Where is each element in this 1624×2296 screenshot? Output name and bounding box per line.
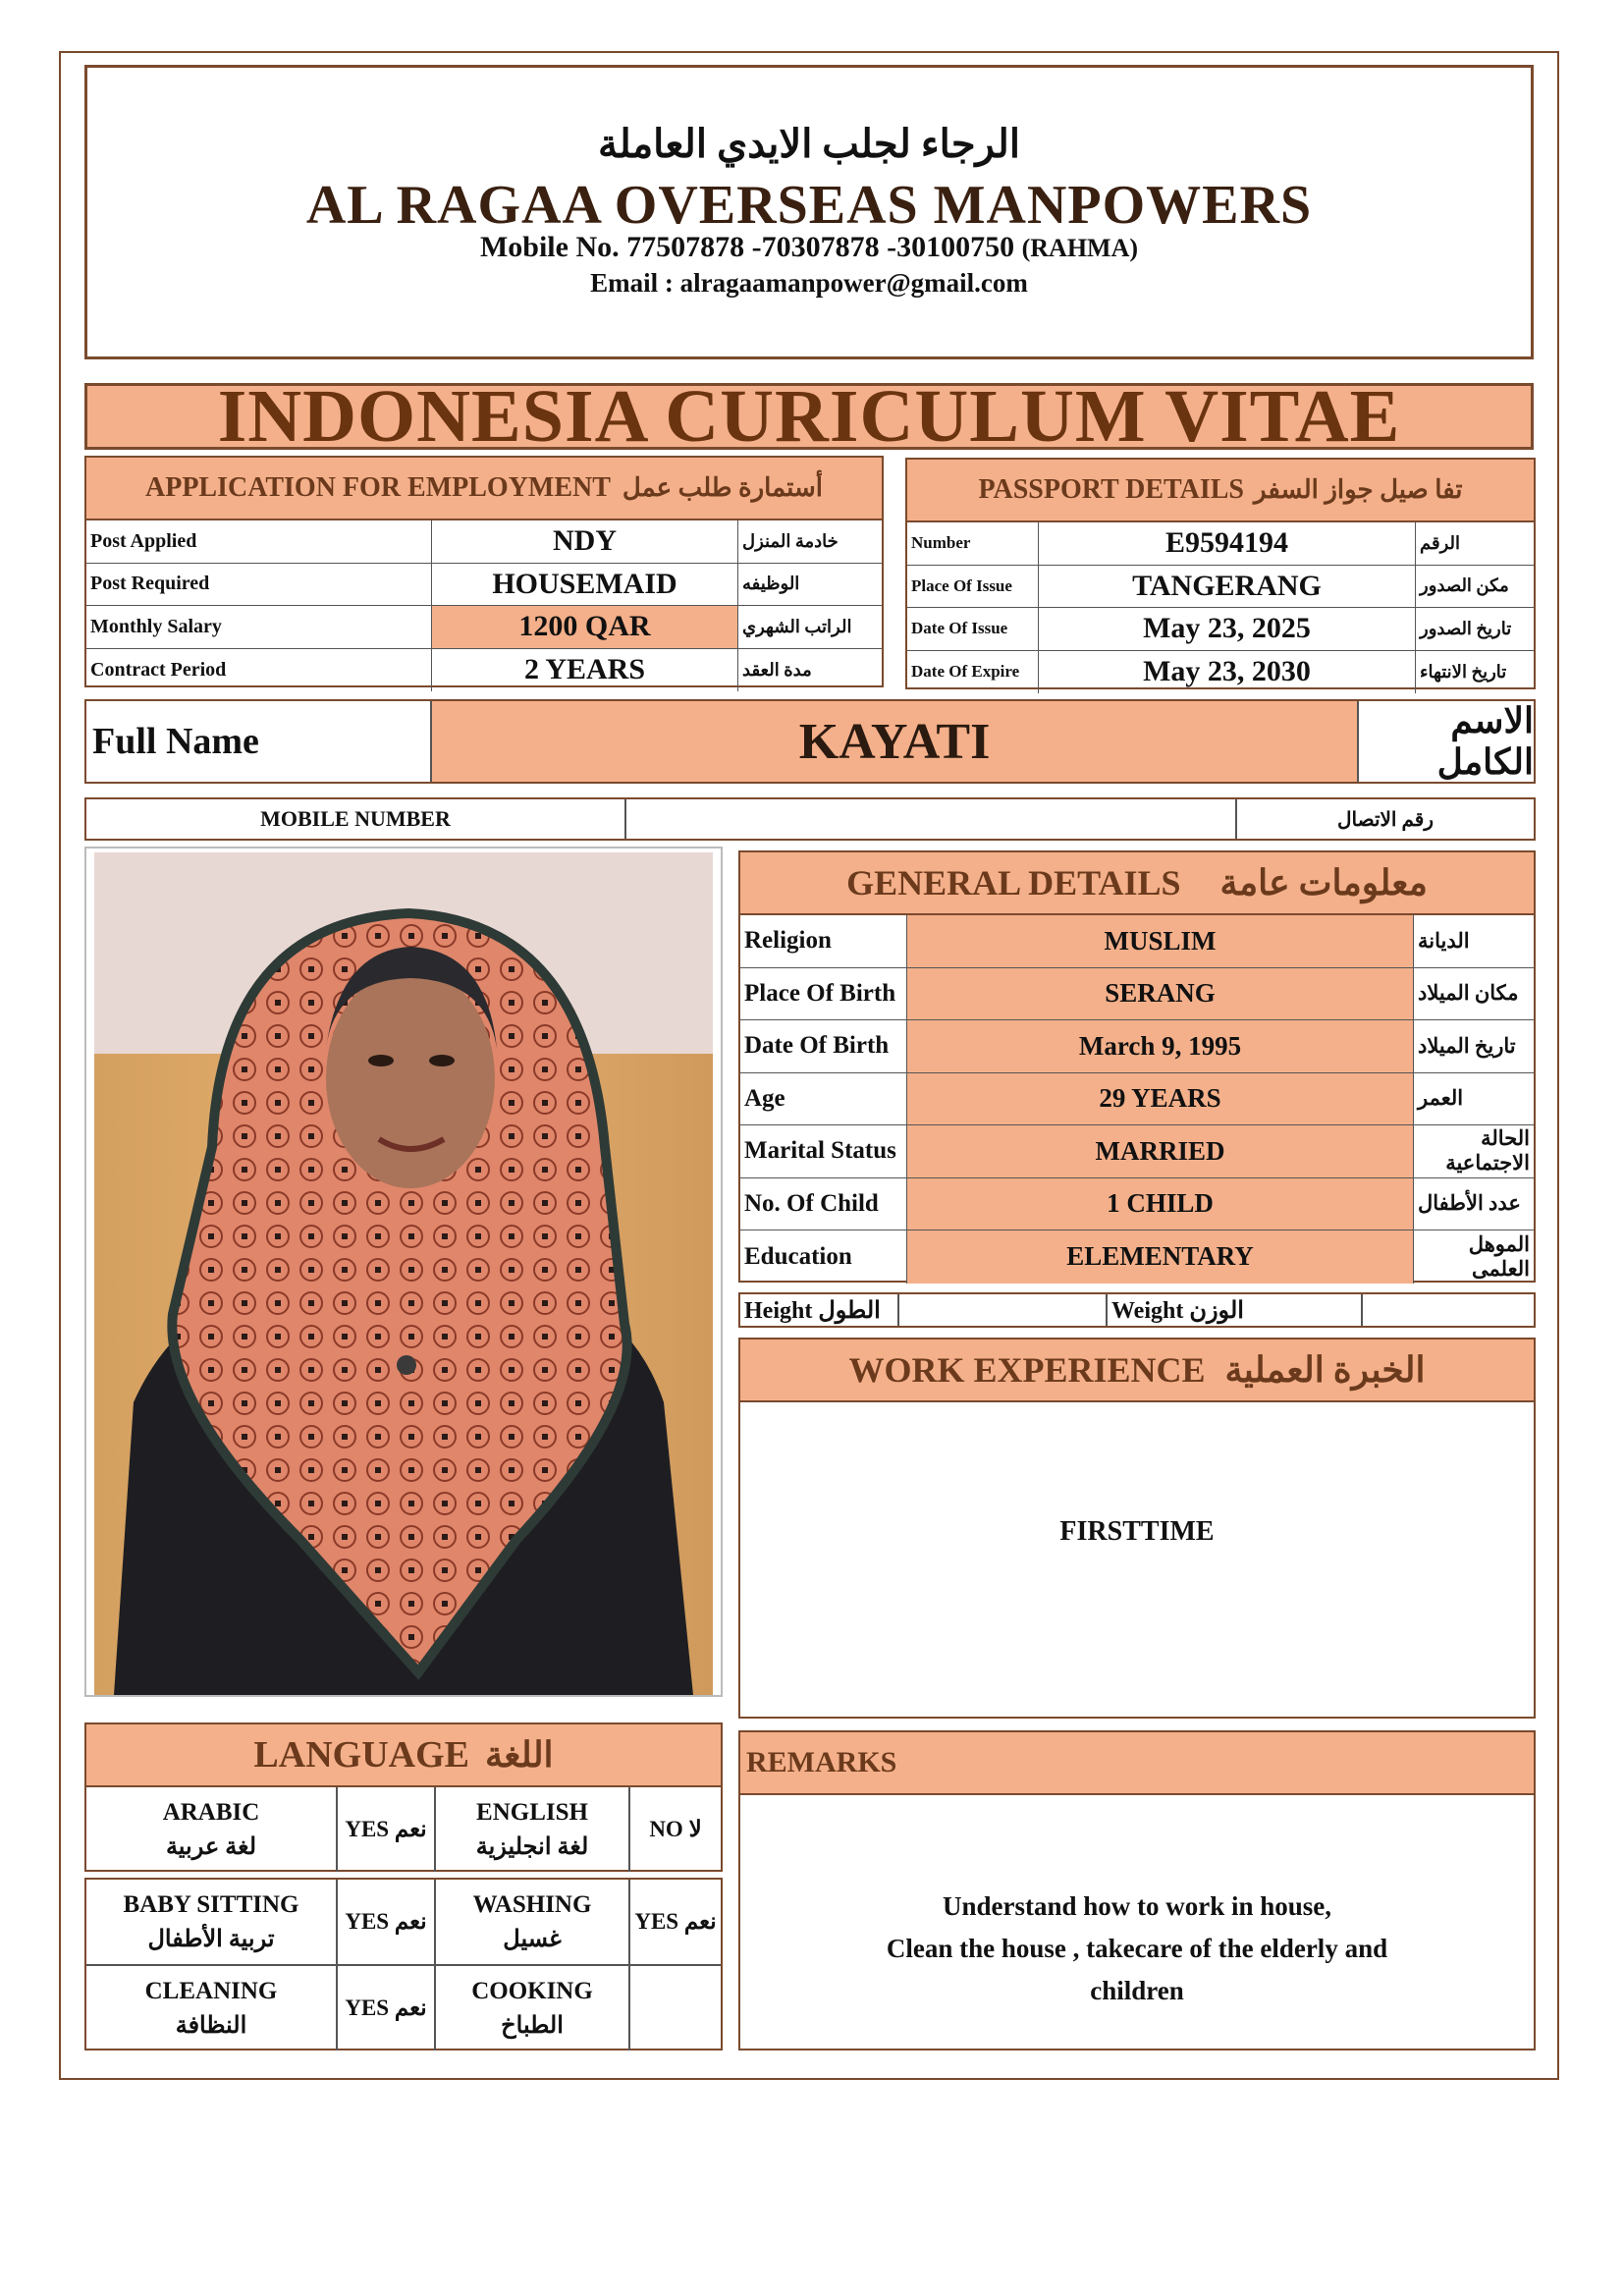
row-label: Age — [740, 1073, 907, 1125]
mobile-number-row — [84, 797, 1536, 841]
skill-washing-cell — [436, 1880, 630, 1964]
application-heading-en: APPLICATION FOR EMPLOYMENT — [145, 472, 611, 503]
work-heading-en: WORK EXPERIENCE — [848, 1350, 1206, 1390]
company-mobile-suffix: (RAHMA) — [1021, 234, 1139, 262]
skill-cooking-ar: الطباخ — [501, 2012, 564, 2039]
row-label: Religion — [740, 915, 907, 967]
row-label: Place Of Birth — [740, 968, 907, 1020]
skill-cooking-value — [630, 1966, 721, 2050]
mobile-number-label: MOBILE NUMBER — [86, 799, 626, 839]
skill-cleaning-value: YES نعم — [338, 1966, 436, 2050]
skill-cooking-cell — [436, 1966, 630, 2050]
height-label: Height الطول — [740, 1294, 899, 1326]
cv-title: INDONESIA CURICULUM VITAE — [217, 375, 1401, 458]
applicant-photo — [94, 852, 713, 1695]
language-arabic-cell — [86, 1787, 338, 1872]
table-row — [907, 566, 1534, 609]
table-row — [740, 1020, 1534, 1073]
table-row — [86, 564, 882, 607]
row-label-ar: تاريخ الصدور — [1420, 618, 1512, 638]
work-heading-ar: الخبرة العملية — [1224, 1350, 1426, 1390]
row-label-ar: مدة العقد — [742, 659, 812, 680]
remarks-heading — [740, 1732, 1534, 1795]
passport-section — [905, 458, 1536, 689]
height-value — [899, 1294, 1108, 1326]
language-heading-ar: اللغة — [485, 1735, 554, 1775]
full-name-value-cell — [432, 701, 1359, 782]
mobile-number-label-ar: رقم الاتصال — [1336, 808, 1435, 831]
row-value: May 23, 2025 — [1039, 608, 1416, 650]
row-value: MUSLIM — [907, 915, 1414, 967]
row-label: No. Of Child — [740, 1178, 907, 1230]
row-value: MARRIED — [907, 1125, 1414, 1177]
general-section — [738, 850, 1536, 1283]
table-row — [907, 651, 1534, 694]
weight-value — [1363, 1294, 1534, 1326]
language-heading-en: LANGUAGE — [253, 1734, 469, 1776]
row-value: SERANG — [907, 968, 1414, 1020]
row-label: Place Of Issue — [907, 566, 1039, 608]
row-label-ar: الموهل العلمى — [1468, 1231, 1530, 1281]
row-value: E9594194 — [1039, 522, 1416, 565]
skill-cleaning-cell — [86, 1966, 338, 2050]
skill-washing-ar: غسيل — [503, 1926, 562, 1952]
row-label: Marital Status — [740, 1125, 907, 1177]
row-label: Date Of Birth — [740, 1020, 907, 1072]
table-row — [740, 915, 1534, 968]
passport-heading-ar: تفا صيل جواز السفر — [1254, 475, 1463, 504]
table-row — [740, 1230, 1534, 1284]
skills-section — [84, 1878, 723, 2050]
language-english-ar: لغة انجليزية — [475, 1833, 589, 1860]
skill-baby-sitting-value: YES نعم — [338, 1880, 436, 1964]
row-value: 1 CHILD — [907, 1178, 1414, 1230]
row-label-ar: الديانة — [1418, 928, 1470, 953]
language-english-cell — [436, 1787, 630, 1872]
row-value: 29 YEARS — [907, 1073, 1414, 1125]
language-heading — [86, 1724, 721, 1787]
work-experience-section — [738, 1338, 1536, 1719]
passport-heading — [907, 460, 1534, 522]
row-label-ar: الوظيفه — [742, 574, 800, 594]
skill-cleaning-ar: النظافة — [175, 2012, 247, 2039]
row-label: Date Of Expire — [907, 651, 1039, 694]
row-label-ar: الرقم — [1420, 532, 1461, 553]
row-label: Monthly Salary — [86, 606, 432, 648]
skill-cooking-en: COOKING — [471, 1977, 593, 2004]
remarks-line-1: Understand how to work in house, — [942, 1891, 1332, 1921]
remarks-heading-text: REMARKS — [746, 1746, 897, 1778]
mobile-number-value — [626, 799, 1237, 839]
skill-baby-sitting-ar: تربية الأطفال — [147, 1926, 275, 1952]
work-heading — [740, 1339, 1534, 1402]
work-experience-value: FIRSTTIME — [1059, 1516, 1215, 1547]
company-name: AL RAGAA OVERSEAS MANPOWERS — [305, 175, 1313, 236]
remarks-line-2: Clean the house , takecare of the elderly and — [886, 1934, 1388, 1963]
table-row — [907, 608, 1534, 651]
table-row — [86, 649, 882, 692]
row-label-ar: خادمة المنزل — [742, 530, 839, 551]
row-value: TANGERANG — [1039, 566, 1416, 608]
table-row — [740, 968, 1534, 1021]
language-arabic-ar: لغة عربية — [165, 1833, 257, 1860]
row-label-ar: الحالة الاجتماعية — [1445, 1126, 1530, 1175]
row-label-ar: العمر — [1418, 1086, 1464, 1111]
row-label: Education — [740, 1230, 907, 1284]
row-label: Number — [907, 522, 1039, 565]
remarks-line-3: children — [1090, 1976, 1184, 2005]
language-arabic-value: YES نعم — [338, 1787, 436, 1872]
row-label: Post Applied — [86, 520, 432, 563]
company-email: Email : alragaamanpower@gmail.com — [590, 268, 1028, 298]
row-label-ar: الراتب الشهري — [742, 616, 852, 636]
row-label-ar: عدد الأطفال — [1418, 1191, 1521, 1216]
table-row — [86, 520, 882, 564]
full-name-value: KAYATI — [798, 713, 991, 770]
row-value: 2 YEARS — [432, 649, 738, 692]
row-value: May 23, 2030 — [1039, 651, 1416, 694]
company-arabic-name: الرجاء لجلب الايدي العاملة — [598, 122, 1020, 166]
height-weight-row — [738, 1292, 1536, 1328]
language-english-value: NO لا — [649, 1817, 702, 1841]
full-name-label: Full Name — [86, 701, 432, 782]
general-heading — [740, 852, 1534, 915]
row-value: ELEMENTARY — [907, 1230, 1414, 1284]
table-row — [740, 1073, 1534, 1126]
skill-baby-sitting-cell — [86, 1880, 338, 1964]
table-row — [740, 1125, 1534, 1178]
row-label-ar: مكان الميلاد — [1418, 981, 1519, 1006]
table-row — [86, 606, 882, 649]
general-heading-ar: معلومات عامة — [1219, 863, 1428, 902]
row-value: 1200 QAR — [432, 606, 738, 648]
application-heading — [86, 458, 882, 520]
row-value: HOUSEMAID — [432, 564, 738, 606]
weight-label: Weight الوزن — [1108, 1294, 1363, 1326]
passport-heading-en: PASSPORT DETAILS — [978, 474, 1244, 505]
application-heading-ar: أستمارة طلب عمل — [622, 473, 823, 502]
company-mobile: Mobile No. 77507878 -70307878 -30100750 — [479, 231, 1015, 263]
skill-cleaning-en: CLEANING — [144, 1977, 278, 2004]
full-name-row — [84, 699, 1536, 784]
table-row — [907, 522, 1534, 566]
remarks-section — [738, 1730, 1536, 2050]
skill-baby-sitting-en: BABY SITTING — [123, 1890, 299, 1918]
language-section — [84, 1722, 723, 1872]
row-label: Date Of Issue — [907, 608, 1039, 650]
row-label-ar: تاريخ الانتهاء — [1420, 661, 1507, 682]
row-label-ar: مكن الصدور — [1420, 575, 1509, 596]
skill-washing-value: YES نعم — [634, 1909, 717, 1934]
row-label: Post Required — [86, 564, 432, 606]
full-name-label-ar: الاسم الكامل — [1436, 701, 1534, 782]
application-section — [84, 456, 884, 687]
photo-frame — [84, 847, 723, 1697]
row-value: March 9, 1995 — [907, 1020, 1414, 1072]
header-box — [84, 65, 1534, 359]
cv-title-bar — [84, 375, 1534, 458]
table-row — [740, 1178, 1534, 1231]
row-label-ar: تاريخ الميلاد — [1418, 1033, 1516, 1058]
general-heading-en: GENERAL DETAILS — [846, 863, 1181, 902]
row-label: Contract Period — [86, 649, 432, 692]
row-value: NDY — [432, 520, 738, 563]
language-arabic-en: ARABIC — [162, 1798, 260, 1826]
skill-washing-en: WASHING — [472, 1890, 592, 1918]
language-english-en: ENGLISH — [476, 1798, 588, 1826]
